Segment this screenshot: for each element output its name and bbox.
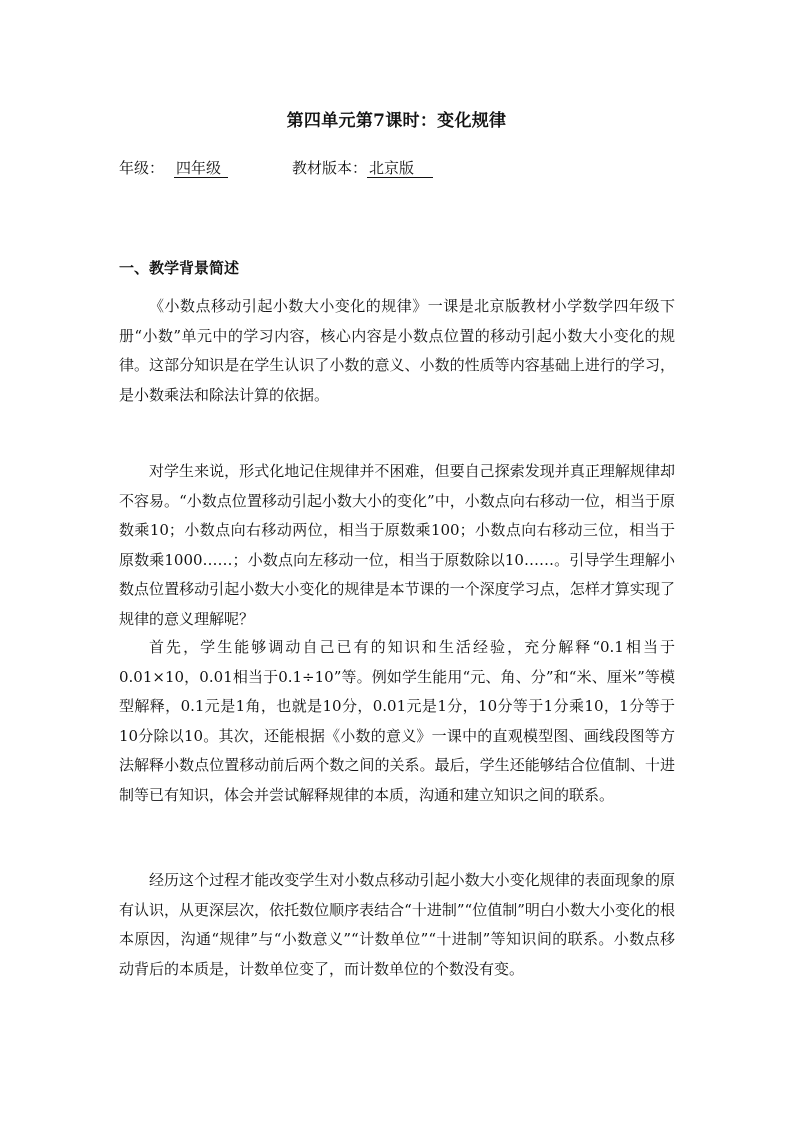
section-heading: 一、教学背景简述: [119, 259, 240, 277]
paragraph: 经历这个过程才能改变学生对小数点移动引起小数大小变化规律的表面现象的原有认识，从更深层次，依托数位顺序表结合“十进制”“位值制”明白小数大小变化的根本原因，沟通“规律”与“小数意义”“计数单位”“十进制”等知识间的联系。小数点移动背后的本质是，计数单位变了，而计数单位的个数没有变。: [119, 871, 675, 978]
document-meta: [119, 157, 433, 178]
document-title: 第四单元第7课时：变化规律: [286, 111, 507, 131]
paragraph: 对学生来说，形式化地记住规律并不困难，但要自己探索发现并真正理解规律却不容易。“小数点位置移动引起小数大小的变化”中，小数点向右移动一位，相当于原数乘10；小数点向右移动两位，相当于原数乘100；小数点向右移动三位，相当于原数乘1000……；小数点向左移动一位，相当于原数除以10……。引导学生理解小数点位置移动引起小数大小变化的规律是本节课的一个深度学习点，怎样才算实现了规律的意义理解呢？: [119, 462, 675, 628]
grade-label: 年级：: [119, 159, 165, 177]
paragraph: 首先，学生能够调动自己已有的知识和生活经验，充分解释“0.1相当于0.01×10，0.01相当于0.1÷10”等。例如学生能用“元、角、分”和“米、厘米”等模型解释，0.1元是1角，也就是10分，0.01元是1分，10分等于1分乘10，1分等于10分除以10。其次，还能根据《小数的意义》一课中的直观模型图、画线段图等方法解释小数点位置移动前后两个数之间的关系。最后，学生还能够结合位值制、十进制等已有知识，体会并尝试解释规律的本质，沟通和建立知识之间的联系。: [119, 638, 675, 804]
edition-value: 北京版: [367, 159, 433, 178]
paragraph: 《小数点移动引起小数大小变化的规律》一课是北京版教材小学数学四年级下册“小数”单元中的学习内容，核心内容是小数点位置的移动引起小数大小变化的规律。这部分知识是在学生认识了小数的意义、小数的性质等内容基础上进行的学习，是小数乘法和除法计算的依据。: [119, 297, 675, 404]
grade-value: 四年级: [174, 159, 228, 178]
edition-label: 教材版本：: [292, 159, 368, 177]
